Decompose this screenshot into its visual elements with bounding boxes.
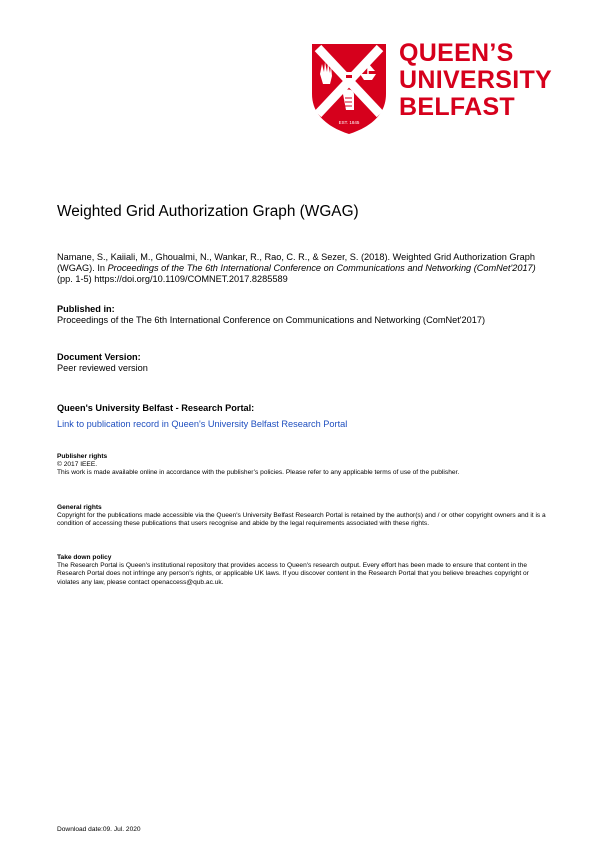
publisher-rights-line-1: © 2017 IEEE.: [57, 461, 98, 468]
research-portal-label: Queen's University Belfast - Research Portal:: [57, 403, 255, 413]
citation-authors: Namane, S., Kaiiali, M., Ghoualmi, N., Wankar, R., Rao, C. R., & Sezer, S. (2018). Weighted Grid Authorization Graph (WGAG). In: [57, 252, 535, 273]
wordmark-line-1: QUEEN’S: [399, 39, 514, 67]
take-down-text: The Research Portal is Queen's institutional repository that provides access to Queen's research output. Every effort has been made to ensure that content in the Research Portal does not infringe any person's rights, or applicable UK laws. If you discover content in the Research Portal that you believe breaches copyright or violates any law, please contact openaccess@qub.ac.uk.: [57, 562, 529, 586]
research-portal-section: [57, 403, 347, 432]
take-down-section: [57, 554, 549, 587]
citation: [57, 252, 547, 285]
general-rights-section: [57, 504, 549, 529]
download-date: Download date:09. Jul. 2020: [57, 826, 141, 833]
published-in-value: Proceedings of the The 6th International Conference on Communications and Networking (ComNet'2017): [57, 315, 486, 325]
wordmark-line-2: UNIVERSITY: [399, 66, 553, 94]
published-in-section: [57, 304, 485, 326]
general-rights-heading: General rights: [57, 504, 102, 511]
crest-icon: [310, 42, 388, 136]
document-version-section: [57, 352, 148, 374]
document-version-label: Document Version:: [57, 352, 141, 362]
document-title: Weighted Grid Authorization Graph (WGAG): [57, 203, 359, 220]
university-logo: [310, 40, 560, 136]
publication-record-link[interactable]: Link to publication record in Queen's University Belfast Research Portal: [57, 419, 348, 429]
wordmark-line-3: BELFAST: [399, 93, 515, 121]
take-down-heading: Take down policy: [57, 554, 112, 561]
publisher-rights-heading: Publisher rights: [57, 453, 108, 460]
university-wordmark: [399, 40, 552, 121]
document-version-value: Peer reviewed version: [57, 363, 148, 373]
general-rights-text: Copyright for the publications made accessible via the Queen's University Belfast Research Portal is retained by the author(s) and / or other copyright owners and it is a condition of accessing these publications that users recognise and abide by the legal requirements associated with these rights.: [57, 512, 546, 528]
publisher-rights-section: [57, 453, 549, 478]
publisher-rights-line-2: This work is made available online in accordance with the publisher’s policies. Please refer to any applicable terms of use of the publisher.: [57, 469, 460, 477]
citation-proceedings: Proceedings of the The 6th International Conference on Communications and Networking (ComNet'2017): [107, 263, 536, 273]
citation-tail: (pp. 1-5) https://doi.org/10.1109/COMNET.2017.8285589: [57, 274, 288, 284]
published-in-label: Published in:: [57, 304, 115, 314]
established-label: EST. 1845: [338, 120, 360, 125]
